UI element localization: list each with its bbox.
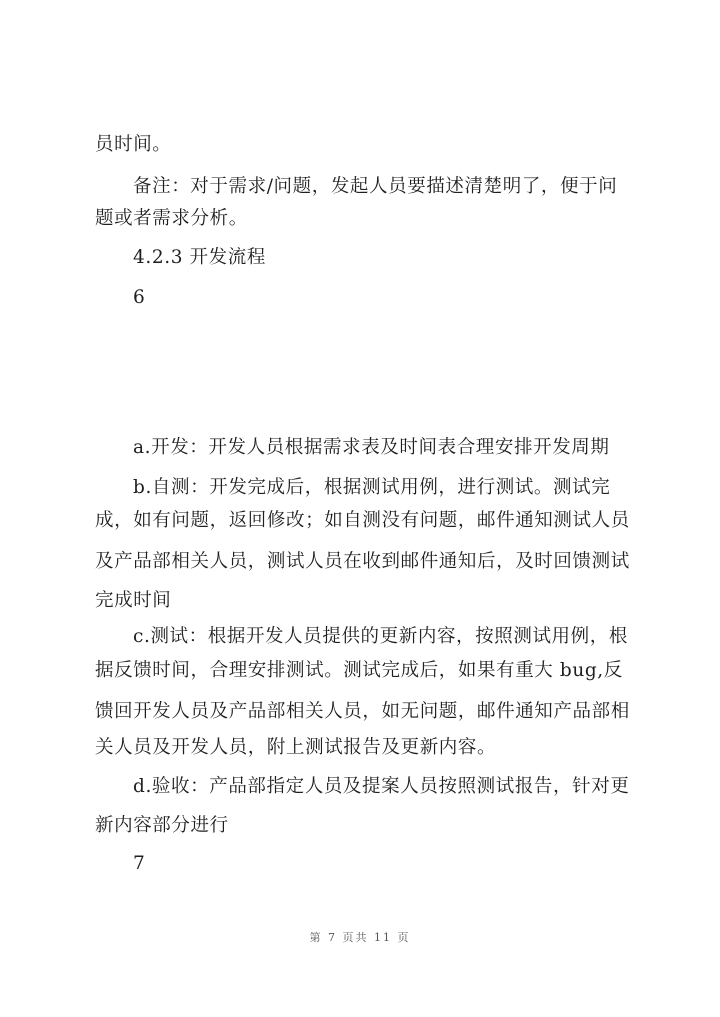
step-d-line: 新内容部分进行 [95,815,229,836]
step-c-line: c.测试：根据开发人员提供的更新内容，按照测试用例，根 [133,626,628,647]
step-c-line: 据反馈时间，合理安排测试。测试完成后，如果有重大 bug,反 [95,660,623,681]
paragraph-line: 员时间。 [95,134,172,155]
section-heading: 4.2.3 开发流程 [133,247,266,268]
note-paragraph-line: 备注：对于需求/问题，发起人员要描述清楚明了，便于问 [133,176,618,197]
step-b-line: b.自测：开发完成后，根据测试用例，进行测试。测试完 [133,477,611,498]
step-a-line: a.开发：开发人员根据需求表及时间表合理安排开发周期 [133,437,610,458]
step-b-line: 成，如有问题，返回修改；如自测没有问题，邮件通知测试人员 [95,510,630,531]
step-d-line: d.验收：产品部指定人员及提案人员按照测试报告，针对更 [133,776,630,797]
figure-number: 7 [133,853,146,874]
step-c-line: 馈回开发人员及产品部相关人员，如无问题，邮件通知产品部相 [95,701,630,722]
page-footer: 第 7 页共 11 页 [309,931,411,944]
step-b-line: 及产品部相关人员，测试人员在收到邮件通知后，及时回馈测试 [95,551,630,572]
note-paragraph-line: 题或者需求分析。 [95,208,248,229]
step-b-line: 完成时间 [95,590,172,611]
step-c-line: 关人员及开发人员，附上测试报告及更新内容。 [95,737,497,758]
figure-number: 6 [133,287,146,308]
